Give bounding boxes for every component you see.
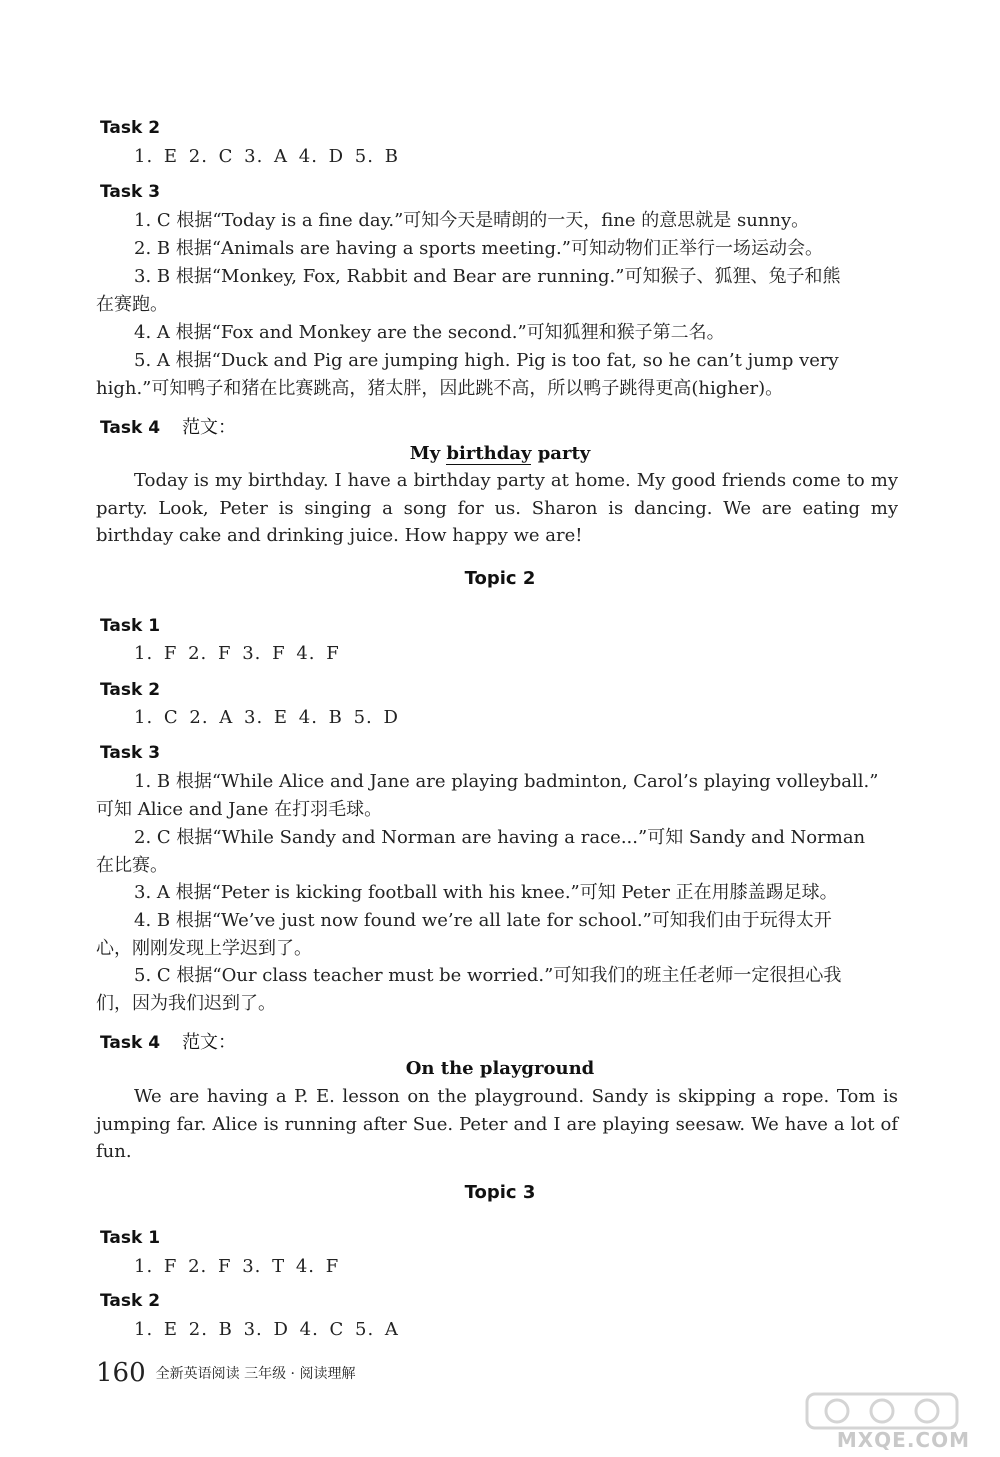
explanation-line: high.”可知鸭子和猪在比赛跳高，猪太胖，因此跳不高，所以鸭子跳得更高(higher)。 (96, 378, 784, 399)
explanation-line: 2. C 根据“While Sandy and Norman are having a race...”可知 Sandy and Norman (134, 827, 866, 848)
task-label: Task 4 (100, 418, 161, 438)
explanation-line: 4. B 根据“We’ve just now found we’re all late for school.”可知我们由于玩得太开 (134, 910, 832, 931)
task-heading: Task 3 (100, 182, 161, 202)
task-label: Task 4 (100, 1033, 161, 1053)
task-heading: Task 2 (100, 118, 161, 138)
answer-line: 1. C 2. A 3. E 4. B 5. D (134, 707, 399, 728)
answer-line: 1. F 2. F 3. T 4. F (134, 1256, 340, 1277)
explanation-line: 们，因为我们迟到了。 (96, 993, 276, 1014)
essay-title: My birthday party (409, 443, 591, 464)
task-heading: Task 2 (100, 680, 161, 700)
topic-heading: Topic 3 (464, 1182, 536, 1203)
explanation-line: 心，刚刚发现上学迟到了。 (96, 938, 312, 959)
book-title: 全新英语阅读 三年级 · 阅读理解 (155, 1366, 356, 1382)
answer-line: 1. E 2. B 3. D 4. C 5. A (134, 1319, 399, 1340)
task-heading: Task 1 (100, 616, 161, 636)
explanation-line: 3. B 根据“Monkey, Fox, Rabbit and Bear are running.”可知猴子、狐狸、兔子和熊 (134, 266, 841, 287)
essay-text: We are having a P. E. lesson on the playground. Sandy is skipping a rope. Tom is jumping far. Alice is running after Sue. Peter and I are playing seesaw. We have a lot of fun. (96, 1086, 898, 1162)
task-heading (100, 413, 236, 439)
task-heading: Task 1 (100, 1228, 161, 1248)
answer-line: 1. F 2. F 3. F 4. F (134, 643, 340, 664)
task-heading: Task 3 (100, 743, 161, 763)
explanation-line: 5. A 根据“Duck and Pig are jumping high. Pig is too fat, so he can’t jump very (134, 350, 839, 371)
watermark-text: MXQE.COM (836, 1428, 970, 1452)
model-essay-label: 范文： (182, 417, 237, 438)
page-number: 160 (96, 1358, 146, 1388)
explanation-line: 在赛跑。 (96, 294, 168, 315)
explanation-line: 1. C 根据“Today is a fine day.”可知今天是晴朗的一天，fine 的意思就是 sunny。 (134, 210, 810, 231)
task-heading (100, 1028, 236, 1054)
explanation-line: 5. C 根据“Our class teacher must be worried.”可知我们的班主任老师一定很担心我 (134, 965, 842, 986)
essay-title: On the playground (405, 1058, 595, 1079)
explanation-line: 1. B 根据“While Alice and Jane are playing badminton, Carol’s playing volleyball.” (134, 771, 879, 792)
explanation-line: 2. B 根据“Animals are having a sports meeting.”可知动物们正举行一场运动会。 (134, 238, 823, 259)
page-footer (96, 1358, 355, 1388)
task-heading: Task 2 (100, 1291, 161, 1311)
model-essay-label: 范文： (182, 1032, 237, 1053)
explanation-line: 4. A 根据“Fox and Monkey are the second.”可知狐狸和猴子第二名。 (134, 322, 725, 343)
explanation-line: 在比赛。 (96, 855, 168, 876)
answer-line: 1. E 2. C 3. A 4. D 5. B (134, 146, 399, 167)
topic-heading: Topic 2 (464, 568, 536, 589)
essay-text: Today is my birthday. I have a birthday party at home. My good friends come to my party. Look, Peter is singing a song for us. Sharon is dancing. We are eating my birthday cake and drinking juice. How happy we are! (96, 470, 898, 546)
explanation-line: 可知 Alice and Jane 在打羽毛球。 (96, 799, 383, 820)
explanation-line: 3. A 根据“Peter is kicking football with his knee.”可知 Peter 正在用膝盖踢足球。 (134, 882, 838, 903)
